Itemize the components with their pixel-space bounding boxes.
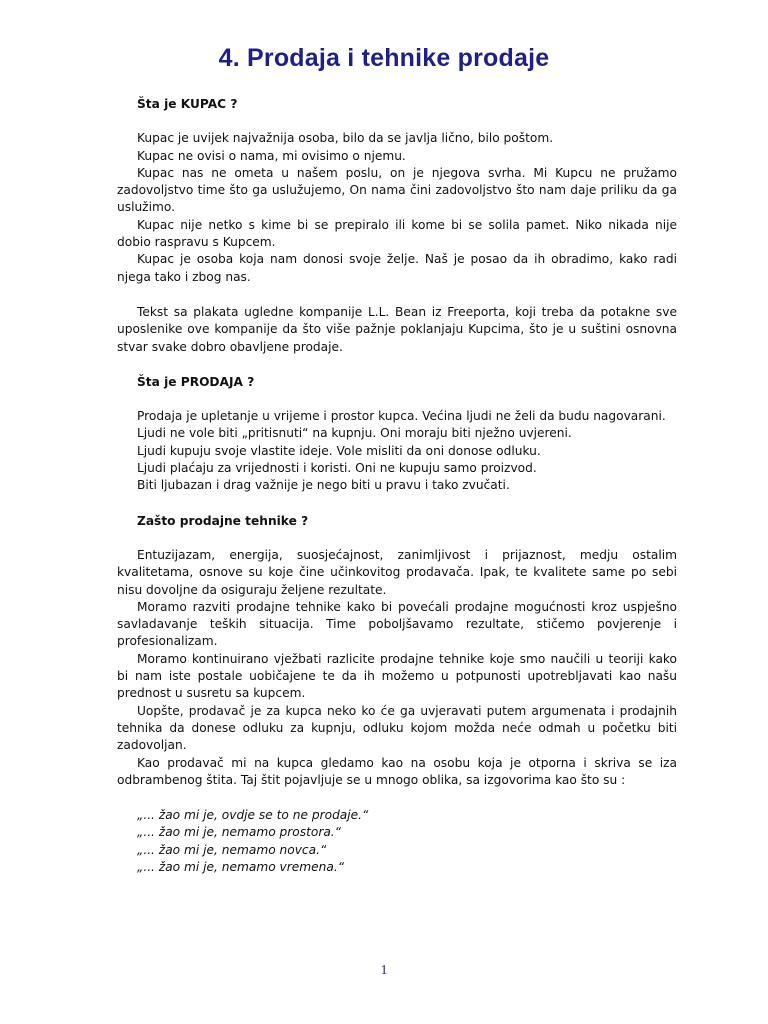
paragraph: Entuzijazam, energija, suosjećajnost, zanimljivost i prijaznost, medju ostalim kvalitetama, osnove su koje čine učinkovitog prodavača. Ipak, te kvalitete same po sebi nisu dovoljne da osiguraju željene rezultate. xyxy=(117,547,677,597)
document-body xyxy=(117,96,677,876)
spacer xyxy=(117,391,677,408)
spacer xyxy=(117,530,677,547)
quote-line: „... žao mi je, nemamo prostora.“ xyxy=(137,825,341,840)
spacer xyxy=(117,286,677,304)
spacer xyxy=(117,356,677,374)
paragraph: Biti ljubazan i drag važnije je nego biti u pravu i tako zvučati. xyxy=(137,478,510,493)
paragraph: Moramo kontinuirano vježbati razlicite prodajne tehnike koje smo naučili u teoriji kako bi nam iste postale uobičajene te da ih možemo u potpunosti upotrebljavati kao našu prednost u susretu sa kupcem. xyxy=(117,651,677,701)
paragraph: Kupac nas ne ometa u našem poslu, on je njegova svrha. Mi Kupcu ne pružamo zadovoljstvo time što ga uslužujemo, On nama čini zadovoljstvo što nam daje priliku da ga uslužimo. xyxy=(117,165,677,215)
paragraph: Moramo razviti prodajne tehnike kako bi povećali prodajne mogućnosti kroz uspješno savladavanje teških situacija. Time poboljšavamo rezultate, stičemo povjerenje i profesionalizam. xyxy=(117,599,677,649)
quote-line: „... žao mi je, nemamo novca.“ xyxy=(137,842,327,857)
spacer xyxy=(117,789,677,807)
paragraph: Ljudi ne vole biti „pritisnuti“ na kupnju. Oni moraju biti nježno uvjereni. xyxy=(137,426,572,441)
quote-line: „... žao mi je, nemamo vremena.“ xyxy=(137,859,345,874)
paragraph: Kupac je uvijek najvažnija osoba, bilo da se javlja lično, bilo poštom. xyxy=(137,131,554,146)
paragraph: Uopšte, prodavač je za kupca neko ko će ga uvjeravati putem argumenata i prodajnih tehnika da donese odluku za kupnju, odluku kojom možda neće odmah u početku biti zadovoljan. xyxy=(117,703,677,753)
spacer xyxy=(117,113,677,130)
paragraph: Ljudi kupuju svoje vlastite ideje. Vole misliti da oni donose odluku. xyxy=(137,443,541,458)
paragraph: Tekst sa plakata ugledne kompanije L.L. Bean iz Freeporta, koji treba da potakne sve uposlenike ove kompanije da što više pažnje poklanjaju Kupcima, što je u suštini osnovna stvar svake dobro obavljene prodaje. xyxy=(117,304,677,354)
section-heading: Šta je PRODAJA ? xyxy=(137,374,255,389)
paragraph: Ljudi plaćaju za vrijednosti i koristi. Oni ne kupuju samo proizvod. xyxy=(137,461,537,476)
paragraph: Kupac je osoba koja nam donosi svoje želje. Naš je posao da ih obradimo, kako radi njega tako i zbog nas. xyxy=(117,252,677,284)
paragraph: Kupac ne ovisi o nama, mi ovisimo o njemu. xyxy=(137,148,406,163)
spacer xyxy=(117,495,677,513)
page-title: 4. Prodaja i tehnike prodaje xyxy=(218,44,550,72)
section-heading: Zašto prodajne tehnike ? xyxy=(137,513,309,528)
page-number: 1 xyxy=(380,963,388,978)
quote-line: „... žao mi je, ovdje se to ne prodaje.“ xyxy=(137,808,369,823)
paragraph: Kao prodavač mi na kupca gledamo kao na osobu koja je otporna i skriva se iza odbrambenog štita. Taj štit pojavljuje se u mnogo oblika, sa izgovorima kao što su : xyxy=(117,755,677,787)
paragraph: Prodaja je upletanje u vrijeme i prostor kupca. Većina ljudi ne želi da budu nagovarani. xyxy=(137,409,666,424)
paragraph: Kupac nije netko s kime bi se prepiralo ili kome bi se solila pamet. Niko nikada nije dobio raspravu s Kupcem. xyxy=(117,217,677,250)
section-heading: Šta je KUPAC ? xyxy=(137,97,238,111)
